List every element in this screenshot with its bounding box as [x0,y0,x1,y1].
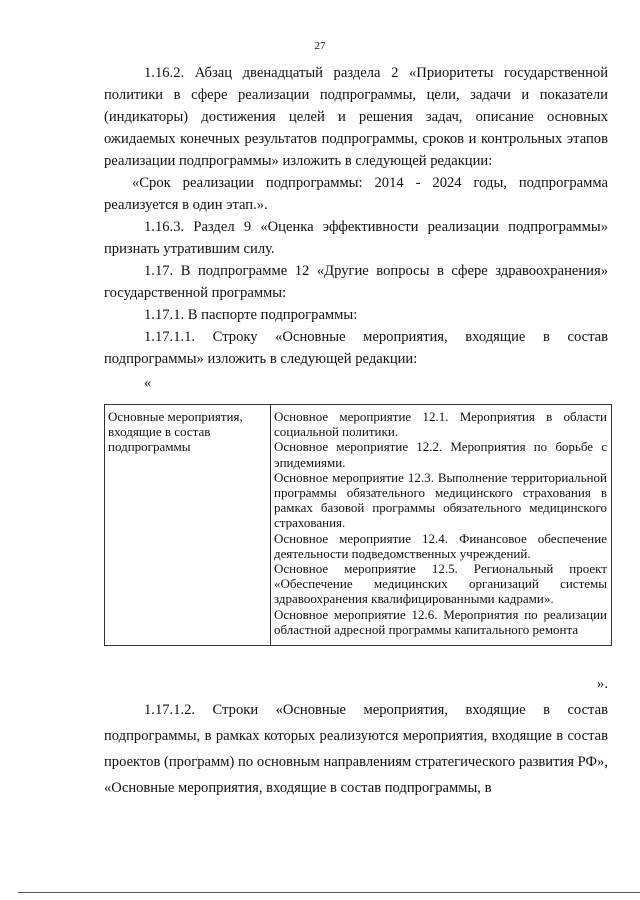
closing-quote: ». [597,676,608,692]
paragraph-quote-term: «Срок реализации подпрограммы: 2014 - 2024 годы, подпрограмма реализуется в один этап.». [104,175,608,213]
paragraph-1-17-1-1: 1.17.1.1. Строку «Основные мероприятия, входящие в состав подпрограммы» изложить в следующей редакции: [104,329,608,367]
opening-quote: « [144,375,152,391]
measure-12-2: Основное мероприятие 12.2. Мероприятия по борьбе с эпидемиями. [274,439,607,470]
footer-rule [18,892,640,893]
measure-12-3: Основное мероприятие 12.3. Выполнение территориальной программы обязательного медицинского страхования в рамках базовой программы обязательного медицинского страхования. [274,469,607,531]
document-body-continued [104,697,608,801]
measure-12-4: Основное мероприятие 12.4. Финансовое обеспечение деятельности подведомственных учреждений. [274,530,607,561]
paragraph-1-16-3: 1.16.3. Раздел 9 «Оценка эффективности реализации подпрограммы» признать утратившим силу. [104,219,608,257]
paragraph-1-17-1-2: 1.17.1.2. Строки «Основные мероприятия, входящие в состав подпрограммы, в рамках которых реализуются мероприятия, входящие в состав проектов (программ) по основным направлениям стратегического развития РФ», «Основные мероприятия, входящие в состав подпрограммы, в [104,702,608,796]
measure-12-1: Основное мероприятие 12.1. Мероприятия в области социальной политики. [274,409,607,440]
paragraph-1-17: 1.17. В подпрограмме 12 «Другие вопросы в сфере здравоохранения» государственной программы: [104,263,608,301]
table-content-cell [271,405,612,646]
page-number: 27 [314,40,326,52]
paragraph-1-17-1: 1.17.1. В паспорте подпрограммы: [144,307,358,323]
paragraph-1-16-2: 1.16.2. Абзац двенадцатый раздела 2 «Приоритеты государственной политики в сфере реализации подпрограммы, цели, задачи и показатели (индикаторы) достижения целей и решения задач, описание основных ожидаемых конечных результатов подпрограммы, сроков и контрольных этапов реализации подпрограммы» изложить в следующей редакции: [104,65,608,169]
table-label-text: Основные мероприятия, входящие в состав подпрограммы [108,409,243,455]
measure-12-5: Основное мероприятие 12.5. Региональный проект «Обеспечение медицинских организаций системы здравоохранения квалифицированными кадрами». [274,561,607,607]
document-body [104,62,608,394]
table-label-cell [105,405,271,646]
table-row [105,405,612,646]
main-measures-table [104,404,612,646]
measure-12-6: Основное мероприятие 12.6. Мероприятия по реализации областной адресной программы капитального ремонта [274,606,607,637]
